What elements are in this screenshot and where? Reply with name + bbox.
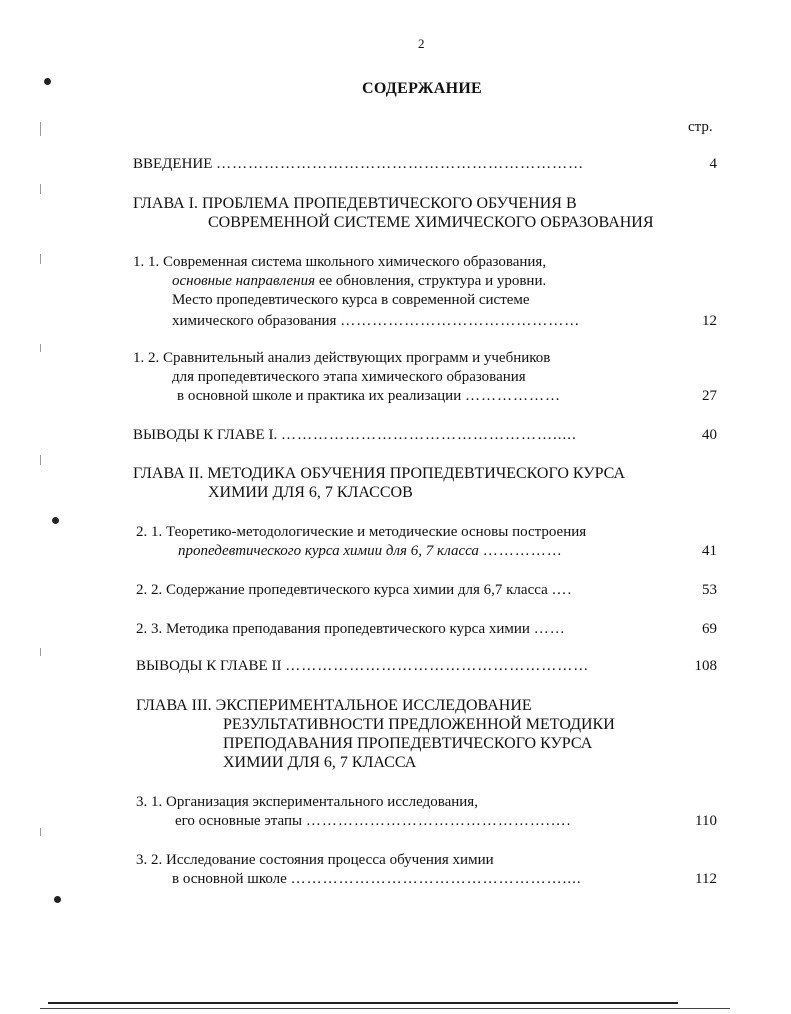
scan-bottom-line bbox=[48, 1002, 678, 1004]
section-3-1-line2 bbox=[175, 813, 571, 830]
leader-dots: …………………………………………….... bbox=[290, 871, 582, 887]
leader-dots: …………………………………………………………… bbox=[216, 156, 585, 172]
section-3-2-line2 bbox=[172, 871, 582, 888]
leader-dots: …… bbox=[533, 621, 566, 637]
toc-entry-label: ВЫВОДЫ К ГЛАВЕ II bbox=[136, 658, 282, 674]
toc-entry-label: ВВЕДЕНИЕ bbox=[133, 156, 213, 172]
toc-page-number: 27 bbox=[702, 388, 717, 404]
scan-mark-line bbox=[40, 455, 41, 465]
page-number: 2 bbox=[418, 36, 425, 51]
section-2-2 bbox=[136, 582, 572, 599]
chapter-3-heading-cont: ПРЕПОДАВАНИЯ ПРОПЕДЕВТИЧЕСКОГО КУРСА bbox=[223, 735, 593, 752]
section-1-1-line2 bbox=[172, 273, 546, 290]
section-2-3 bbox=[136, 621, 566, 638]
chapter-1-heading-cont: СОВРЕМЕННОЙ СИСТЕМЕ ХИМИЧЕСКОГО ОБРАЗОВАНИЯ bbox=[208, 214, 654, 231]
section-3-1-line1: 3. 1. Организация экспериментального исследования, bbox=[136, 794, 478, 810]
text-fragment: ее обновления, структура и уровни. bbox=[315, 273, 547, 289]
section-2-1-line2 bbox=[178, 543, 563, 560]
toc-page-number: 108 bbox=[694, 658, 717, 674]
italic-fragment: основные направления bbox=[172, 273, 316, 289]
toc-entry-label: химического образования bbox=[172, 313, 337, 329]
toc-page-number: 12 bbox=[702, 313, 717, 329]
section-1-2-line3 bbox=[177, 388, 561, 405]
leader-dots: ………………………………………………… bbox=[285, 658, 590, 674]
section-1-1-line3: Место пропедевтического курса в современной системе bbox=[172, 292, 530, 308]
toc-page-number: 4 bbox=[709, 156, 717, 172]
scan-mark-dot bbox=[54, 896, 61, 903]
chapter-3-heading-cont: ХИМИИ ДЛЯ 6, 7 КЛАССА bbox=[223, 754, 417, 771]
leader-dots: ……………………………………………..... bbox=[280, 427, 577, 443]
toc-entry-conclusion-1 bbox=[133, 427, 577, 444]
leader-dots: ……………… bbox=[465, 388, 561, 404]
section-3-2-line1: 3. 2. Исследование состояния процесса обучения химии bbox=[136, 852, 494, 868]
page-column-label: стр. bbox=[688, 119, 713, 135]
section-1-1-line1: 1. 1. Современная система школьного химического образования, bbox=[133, 254, 547, 270]
toc-entry-label: ВЫВОДЫ К ГЛАВЕ I. bbox=[133, 427, 278, 443]
leader-dots: ……………………………………… bbox=[340, 313, 581, 329]
toc-entry-label: 2. 2. Содержание пропедевтического курса химии для 6,7 класса bbox=[136, 582, 548, 598]
leader-dots: …. bbox=[551, 582, 573, 598]
scan-mark-line bbox=[40, 184, 41, 194]
toc-entry-label: в основной школе и практика их реализации bbox=[177, 388, 462, 404]
leader-dots: ……………………………………….…. bbox=[305, 813, 572, 829]
toc-page-number: 112 bbox=[695, 871, 717, 887]
scan-mark-line bbox=[40, 828, 41, 836]
toc-entry-label: в основной школе bbox=[172, 871, 287, 887]
toc-entry-intro bbox=[133, 156, 584, 173]
toc-entry-label: 2. 3. Методика преподавания пропедевтического курса химии bbox=[136, 621, 530, 637]
scan-mark-dot bbox=[52, 517, 59, 524]
chapter-3-heading-cont: РЕЗУЛЬТАТИВНОСТИ ПРЕДЛОЖЕННОЙ МЕТОДИКИ bbox=[223, 716, 615, 733]
scan-mark-dot bbox=[44, 78, 51, 85]
toc-page-number: 41 bbox=[702, 543, 717, 559]
toc-page-number: 40 bbox=[702, 427, 717, 443]
toc-page-number: 53 bbox=[702, 582, 717, 598]
scan-mark-line bbox=[40, 254, 41, 264]
leader-dots: …………… bbox=[482, 543, 563, 559]
section-2-1-line1: 2. 1. Теоретико-методологические и методические основы построения bbox=[136, 524, 587, 540]
scan-mark-line bbox=[40, 122, 41, 136]
section-1-2-line2: для пропедевтического этапа химического образования bbox=[172, 369, 526, 385]
chapter-2-heading-cont: ХИМИИ ДЛЯ 6, 7 КЛАССОВ bbox=[208, 484, 413, 501]
section-1-1-line4 bbox=[172, 313, 580, 330]
toc-page-number: 69 bbox=[702, 621, 717, 637]
chapter-3-heading: ГЛАВА III. ЭКСПЕРИМЕНТАЛЬНОЕ ИССЛЕДОВАНИЕ bbox=[136, 697, 532, 714]
scan-mark-line bbox=[40, 344, 41, 352]
toc-page-number: 110 bbox=[695, 813, 717, 829]
chapter-2-heading: ГЛАВА II. МЕТОДИКА ОБУЧЕНИЯ ПРОПЕДЕВТИЧЕСКОГО КУРСА bbox=[133, 465, 626, 482]
chapter-1-heading: ГЛАВА I. ПРОБЛЕМА ПРОПЕДЕВТИЧЕСКОГО ОБУЧЕНИЯ В bbox=[133, 195, 577, 212]
section-1-2-line1: 1. 2. Сравнительный анализ действующих программ и учебников bbox=[133, 350, 551, 366]
toc-entry-label: его основные этапы bbox=[175, 813, 303, 829]
scan-mark-line bbox=[40, 648, 41, 656]
toc-entry-conclusion-2 bbox=[136, 658, 589, 675]
page-title: СОДЕРЖАНИЕ bbox=[362, 80, 483, 97]
toc-entry-label: пропедевтического курса химии для 6, 7 класса bbox=[178, 543, 479, 559]
scan-bottom-line bbox=[40, 1008, 730, 1009]
